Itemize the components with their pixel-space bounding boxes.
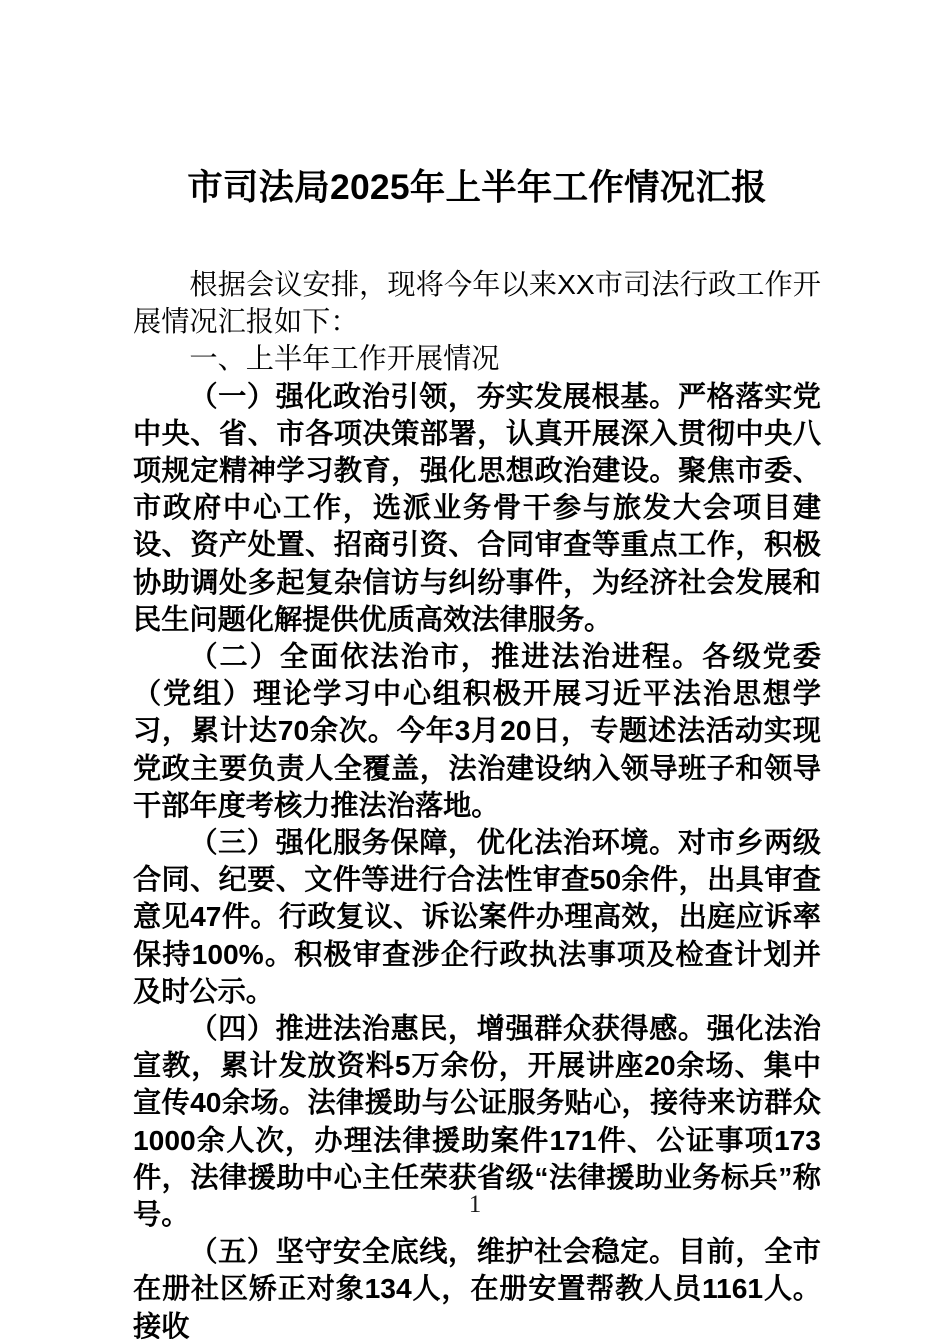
paragraph-item-4: （四）推进法治惠民，增强群众获得感。强化法治宣教，累计发放资料5万余份，开展讲座20余场、集中宣传40余场。法律援助与公证服务贴心，接待来访群众1000余人次，办理法律援助案件171件、公证事项173件，法律援助中心主任荣获省级“法律援助业务标兵”称号。 [133,1012,821,1231]
page-number: 1 [468,1191,482,1218]
page-title: 市司法局2025年上半年工作情况汇报 [187,167,767,207]
paragraph-item-3: （三）强化服务保障，优化法治环境。对市乡两级合同、纪要、文件等进行合法性审查50余件，出具审查意见47件。行政复议、诉讼案件办理高效，出庭应诉率保持100%。积极审查涉企行政执法事项及检查计划并及时公示。 [133,826,821,1007]
section-heading-one: 一、上半年工作开展情况 [189,342,500,375]
paragraph-intro: 根据会议安排，现将今年以来XX市司法行政工作开展情况汇报如下： [133,268,821,338]
document-body [133,0,821,1344]
title-spacer [133,211,821,266]
paragraph-item-2: （二）全面依法治市，推进法治进程。各级党委（党组）理论学习中心组积极开展习近平法治思想学习，累计达70余次。今年3月20日，专题述法活动实现党政主要负责人全覆盖，法治建设纳入领导班子和领导干部年度考核力推法治落地。 [133,640,821,821]
paragraph-item-1: （一）强化政治引领，夯实发展根基。严格落实党中央、省、市各项决策部署，认真开展深入贯彻中央八项规定精神学习教育，强化思想政治建设。聚焦市委、市政府中心工作，选派业务骨干参与旅发大会项目建设、资产处置、招商引资、合同审查等重点工作，积极协助调处多起复杂信访与纠纷事件，为经济社会发展和民生问题化解提供优质高效法律服务。 [133,379,821,635]
paragraph-item-5: （五）坚守安全底线，维护社会稳定。目前，全市在册社区矫正对象134人，在册安置帮教人员1161人。接收 [133,1235,821,1342]
